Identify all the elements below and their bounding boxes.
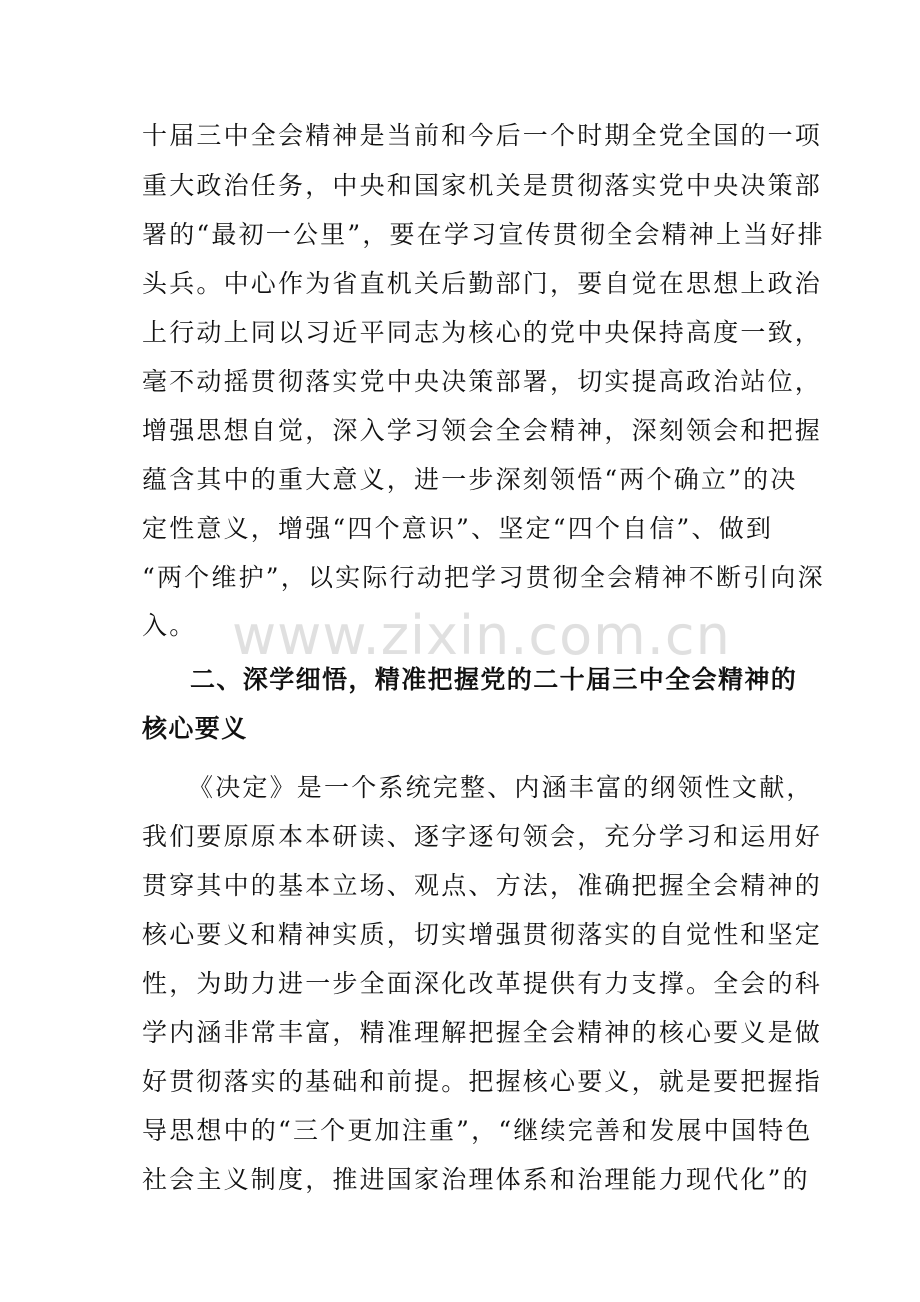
paragraph-line: 导思想中的“三个更加注重”，“继续完善和发展中国特色 <box>142 1116 813 1145</box>
heading-line: 核心要义 <box>142 714 248 743</box>
heading-line: 二、深学细悟，精准把握党的二十届三中全会精神的 <box>190 665 798 694</box>
paragraph-line: 核心要义和精神实质，切实增强贯彻落实的自觉性和坚定 <box>142 920 823 949</box>
paragraph-line: 学内涵非常丰富，精准理解把握全会精神的核心要义是做 <box>142 1018 823 1047</box>
paragraph-line: 毫不动摇贯彻落实党中央决策部署，切实提高政治站位， <box>142 367 823 396</box>
paragraph-line: 十届三中全会精神是当前和今后一个时期全党全国的一项 <box>142 121 823 150</box>
paragraph-line: 重大政治任务，中央和国家机关是贯彻落实党中央决策部 <box>142 171 823 200</box>
paragraph-line: 上行动上同以习近平同志为核心的党中央保持高度一致， <box>142 318 823 347</box>
paragraph-line: 头兵。中心作为省直机关后勤部门，要自觉在思想上政治 <box>142 269 823 298</box>
paragraph-line: 署的“最初一公里”，要在学习宣传贯彻全会精神上当好排 <box>142 220 825 249</box>
paragraph-line: 蕴含其中的重大意义，进一步深刻领悟“两个确立”的决 <box>142 465 798 494</box>
paragraph-line: 增强思想自觉，深入学习领会全会精神，深刻领会和把握 <box>142 416 823 445</box>
paragraph-line: 好贯彻落实的基础和前提。把握核心要义，就是要把握指 <box>142 1067 823 1096</box>
paragraph-line: “两个维护”，以实际行动把学习贯彻全会精神不断引向深 <box>142 563 825 592</box>
paragraph-line: 性，为助力进一步全面深化改革提供有力支撑。全会的科 <box>142 969 823 998</box>
paragraph-line: 贯穿其中的基本立场、观点、方法，准确把握全会精神的 <box>142 871 823 900</box>
paragraph-line: 定性意义，增强“四个意识”、坚定“四个自信”、做到 <box>142 514 774 543</box>
paragraph-line: 入。 <box>142 611 197 640</box>
paragraph-line: 我们要原原本本研读、逐字逐句领会，充分学习和运用好 <box>142 822 823 851</box>
paragraph-line: 社会主义制度，推进国家治理体系和治理能力现代化”的 <box>142 1165 810 1194</box>
watermark: www.zixin.com.cn <box>232 604 731 667</box>
paragraph-line: 《决定》是一个系统完整、内涵丰富的纲领性文献， <box>188 773 814 802</box>
